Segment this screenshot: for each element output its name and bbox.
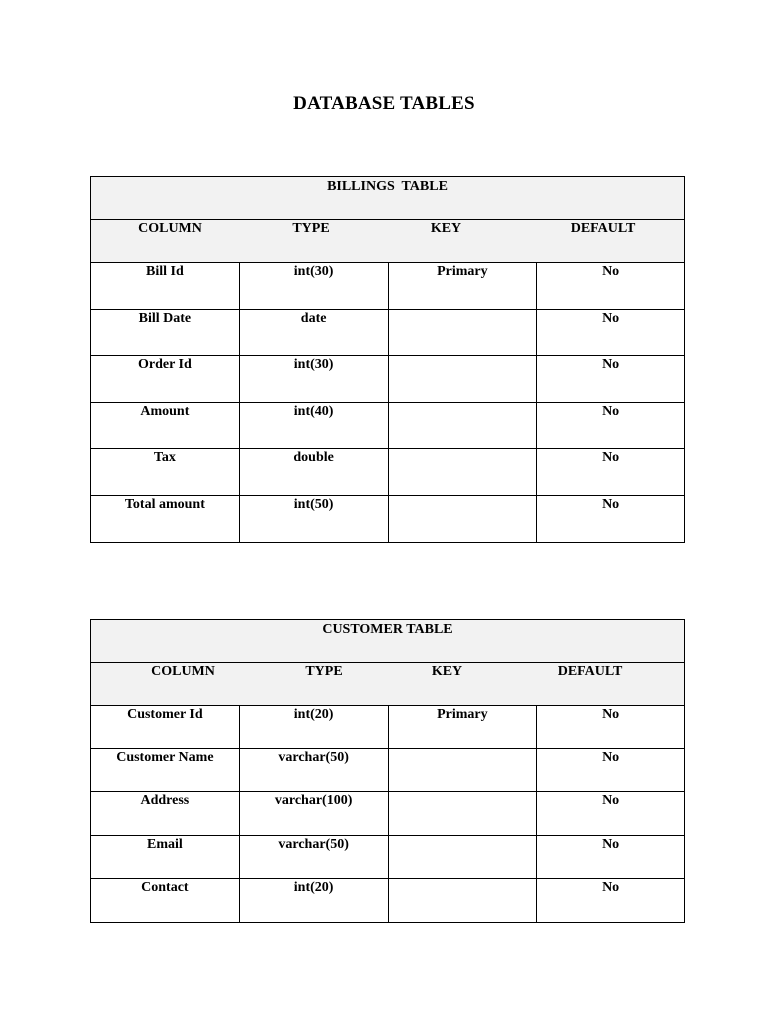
- table-row: [91, 403, 684, 450]
- cell-key: [389, 749, 538, 791]
- cell-column: Bill Id: [91, 263, 240, 309]
- cell-default: No: [602, 750, 620, 766]
- header-key: KEY: [430, 221, 462, 236]
- cell-key: [389, 792, 538, 834]
- cell-key: [389, 356, 538, 402]
- cell-key: Primary: [389, 263, 538, 309]
- cell-type: int(20): [240, 879, 389, 922]
- cell-type: int(50): [240, 496, 389, 543]
- cell-default: No: [602, 310, 620, 326]
- cell-column: Email: [91, 836, 240, 878]
- cell-default: No: [602, 836, 620, 852]
- cell-type: varchar(100): [240, 792, 389, 834]
- table-row: [91, 263, 684, 310]
- cell-column: Bill Date: [91, 310, 240, 356]
- cell-column: Customer Name: [91, 749, 240, 791]
- cell-column: Customer Id: [91, 706, 240, 748]
- cell-column: Amount: [91, 403, 240, 449]
- cell-default: No: [602, 793, 620, 809]
- cell-key: [389, 836, 538, 878]
- cell-column: Order Id: [91, 356, 240, 402]
- cell-default: No: [602, 357, 620, 372]
- cell-type: date: [240, 310, 389, 356]
- table-row: [91, 879, 684, 922]
- header-column: COLUMN: [138, 221, 202, 236]
- cell-type: varchar(50): [240, 836, 389, 878]
- cell-key: Primary: [389, 706, 538, 748]
- cell-column: Tax: [91, 449, 240, 495]
- header-type: TYPE: [292, 221, 330, 236]
- table-row: [91, 792, 684, 835]
- cell-key: [389, 879, 538, 922]
- cell-key: [389, 496, 538, 543]
- table-row: [91, 356, 684, 403]
- cell-column: Contact: [91, 879, 240, 922]
- cell-type: int(30): [240, 356, 389, 402]
- cell-type: double: [240, 449, 389, 495]
- cell-default: No: [602, 450, 620, 465]
- header-default: DEFAULT: [557, 664, 623, 679]
- customer-table-caption: CUSTOMER TABLE: [91, 620, 684, 663]
- cell-key: [389, 449, 538, 495]
- cell-default: No: [602, 403, 620, 419]
- cell-key: [389, 310, 538, 356]
- header-default: DEFAULT: [570, 221, 636, 236]
- header-key: KEY: [431, 664, 463, 679]
- cell-type: varchar(50): [240, 749, 389, 791]
- customer-table-header: [91, 663, 684, 706]
- table-row: [91, 310, 684, 357]
- cell-default: No: [602, 879, 620, 895]
- cell-type: int(20): [240, 706, 389, 748]
- cell-type: int(30): [240, 263, 389, 309]
- customer-table: [90, 619, 685, 923]
- header-column: COLUMN: [151, 664, 215, 679]
- cell-type: int(40): [240, 403, 389, 449]
- billings-table: [90, 176, 685, 543]
- billings-table-caption: BILLINGS TABLE: [91, 177, 684, 220]
- page-title: DATABASE TABLES: [293, 93, 475, 114]
- cell-column: Address: [91, 792, 240, 834]
- cell-default: No: [602, 707, 620, 722]
- cell-key: [389, 403, 538, 449]
- table-row: [91, 836, 684, 879]
- table-row: [91, 749, 684, 792]
- cell-default: No: [602, 496, 620, 512]
- table-row: [91, 496, 684, 543]
- cell-default: No: [602, 264, 620, 279]
- table-row: [91, 449, 684, 496]
- table-row: [91, 706, 684, 749]
- billings-table-header: [91, 220, 684, 263]
- cell-column: Total amount: [91, 496, 240, 543]
- header-type: TYPE: [305, 664, 343, 679]
